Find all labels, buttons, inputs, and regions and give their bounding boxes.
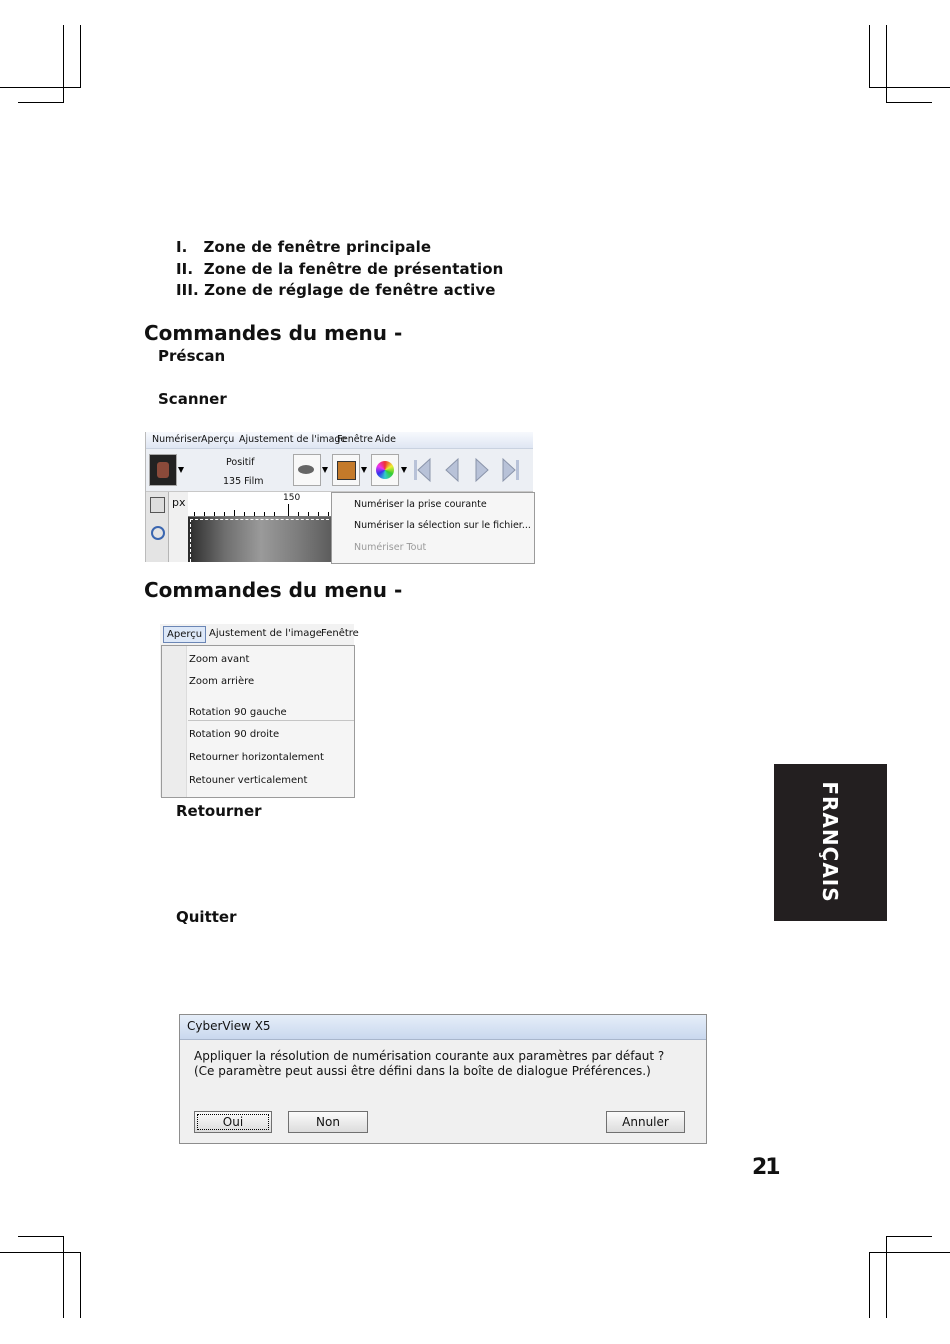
list-item: I. Zone de fenêtre principale [176, 238, 432, 256]
subheading-retourner: Retourner [176, 802, 262, 820]
crop-mark [886, 25, 887, 103]
menu-item-rotate-left[interactable]: Rotation 90 gauche [189, 707, 287, 718]
zoom-tool-icon[interactable] [151, 526, 165, 540]
menu-item-flip-horizontal[interactable]: Retourner horizontalement [189, 752, 324, 763]
scan-dropdown-menu [331, 492, 535, 564]
toolbar [146, 449, 533, 492]
subheading-prescan: Préscan [158, 347, 226, 365]
menu-ajustement[interactable]: Ajustement de l'image [209, 628, 322, 639]
dialog-title: CyberView X5 [187, 1019, 271, 1033]
tool-column [146, 492, 169, 562]
next-frame-icon[interactable] [472, 457, 492, 483]
menu-bar [146, 432, 533, 449]
ruler-value: 150 [283, 493, 301, 503]
dialog-message: (Ce paramètre peut aussi être défini dans la boîte de dialogue Préférences.) [194, 1064, 651, 1078]
crop-mark [869, 1252, 870, 1318]
crop-mark [869, 25, 870, 87]
subheading-quitter: Quitter [176, 908, 237, 926]
list-item: II. Zone de la fenêtre de présentation [176, 260, 504, 278]
crop-mark [63, 25, 64, 103]
dropdown-arrow-icon[interactable] [361, 467, 367, 473]
list-item: III. Zone de réglage de fenêtre active [176, 281, 496, 299]
eye-icon[interactable] [293, 454, 321, 486]
ruler [188, 492, 334, 517]
film-mode: Positif [226, 457, 255, 468]
menu-numeriser[interactable]: Numériser [152, 434, 202, 445]
menu-ajustement[interactable]: Ajustement de l'image [239, 434, 347, 445]
crop-mark [18, 102, 64, 103]
film-strip-icon[interactable] [149, 454, 177, 486]
section-heading: Commandes du menu - [144, 321, 403, 345]
crop-mark [869, 87, 950, 88]
menu-item-rotate-right[interactable]: Rotation 90 droite [189, 729, 280, 740]
scan-frames-icon[interactable] [332, 454, 360, 486]
menu-item-scan-current[interactable]: Numériser la prise courante [354, 499, 487, 510]
apercu-menu-screenshot [160, 624, 359, 797]
yes-button[interactable]: Oui [194, 1111, 272, 1133]
language-tab [774, 764, 887, 921]
no-button[interactable]: Non [288, 1111, 368, 1133]
crop-tool-icon[interactable] [150, 497, 165, 513]
crop-mark [18, 1236, 64, 1237]
dropdown-arrow-icon[interactable] [178, 467, 184, 473]
apercu-dropdown-menu [161, 645, 355, 798]
cancel-button[interactable]: Annuler [606, 1111, 685, 1133]
dialog-title-bar [180, 1015, 706, 1040]
ruler-unit: px [172, 496, 186, 509]
first-frame-icon[interactable] [412, 457, 432, 483]
menu-fenetre[interactable]: Fenêtre [337, 434, 373, 445]
crop-mark [886, 102, 932, 103]
page-number: 21 [752, 1155, 779, 1180]
menu-separator [188, 720, 354, 721]
previous-frame-icon[interactable] [442, 457, 462, 483]
crop-mark [63, 1236, 64, 1318]
menu-apercu[interactable]: Aperçu [163, 626, 206, 643]
crop-mark [80, 25, 81, 87]
preview-image [188, 517, 334, 562]
subheading-scanner: Scanner [158, 390, 227, 408]
crop-mark [0, 1252, 81, 1253]
crop-mark [869, 1252, 950, 1253]
menu-item-flip-vertical[interactable]: Retouner verticalement [189, 775, 308, 786]
menu-item-scan-all[interactable]: Numériser Tout [354, 542, 427, 553]
dropdown-arrow-icon[interactable] [401, 467, 407, 473]
menu-fenetre[interactable]: Fenêtre [321, 628, 359, 639]
dropdown-arrow-icon[interactable] [322, 467, 328, 473]
menu-aide[interactable]: Aide [375, 434, 397, 445]
menu-apercu[interactable]: Aperçu [201, 434, 235, 445]
menu-bar [160, 624, 359, 644]
crop-mark [886, 1236, 932, 1237]
confirm-dialog [179, 1014, 707, 1144]
section-heading: Commandes du menu - [144, 578, 403, 602]
crop-mark [0, 87, 81, 88]
scanner-menu-screenshot [145, 432, 533, 562]
menu-item-scan-selection[interactable]: Numériser la sélection sur le fichier... [354, 520, 531, 531]
dialog-message: Appliquer la résolution de numérisation courante aux paramètres par défaut ? [194, 1049, 665, 1063]
film-type: 135 Film [223, 476, 264, 487]
crop-mark [80, 1252, 81, 1318]
color-wheel-icon[interactable] [371, 454, 399, 486]
last-frame-icon[interactable] [501, 457, 521, 483]
crop-mark [886, 1236, 887, 1318]
menu-item-zoom-in[interactable]: Zoom avant [189, 654, 250, 665]
language-label: FRANÇAIS [818, 781, 842, 903]
menu-item-zoom-out[interactable]: Zoom arrière [189, 676, 255, 687]
